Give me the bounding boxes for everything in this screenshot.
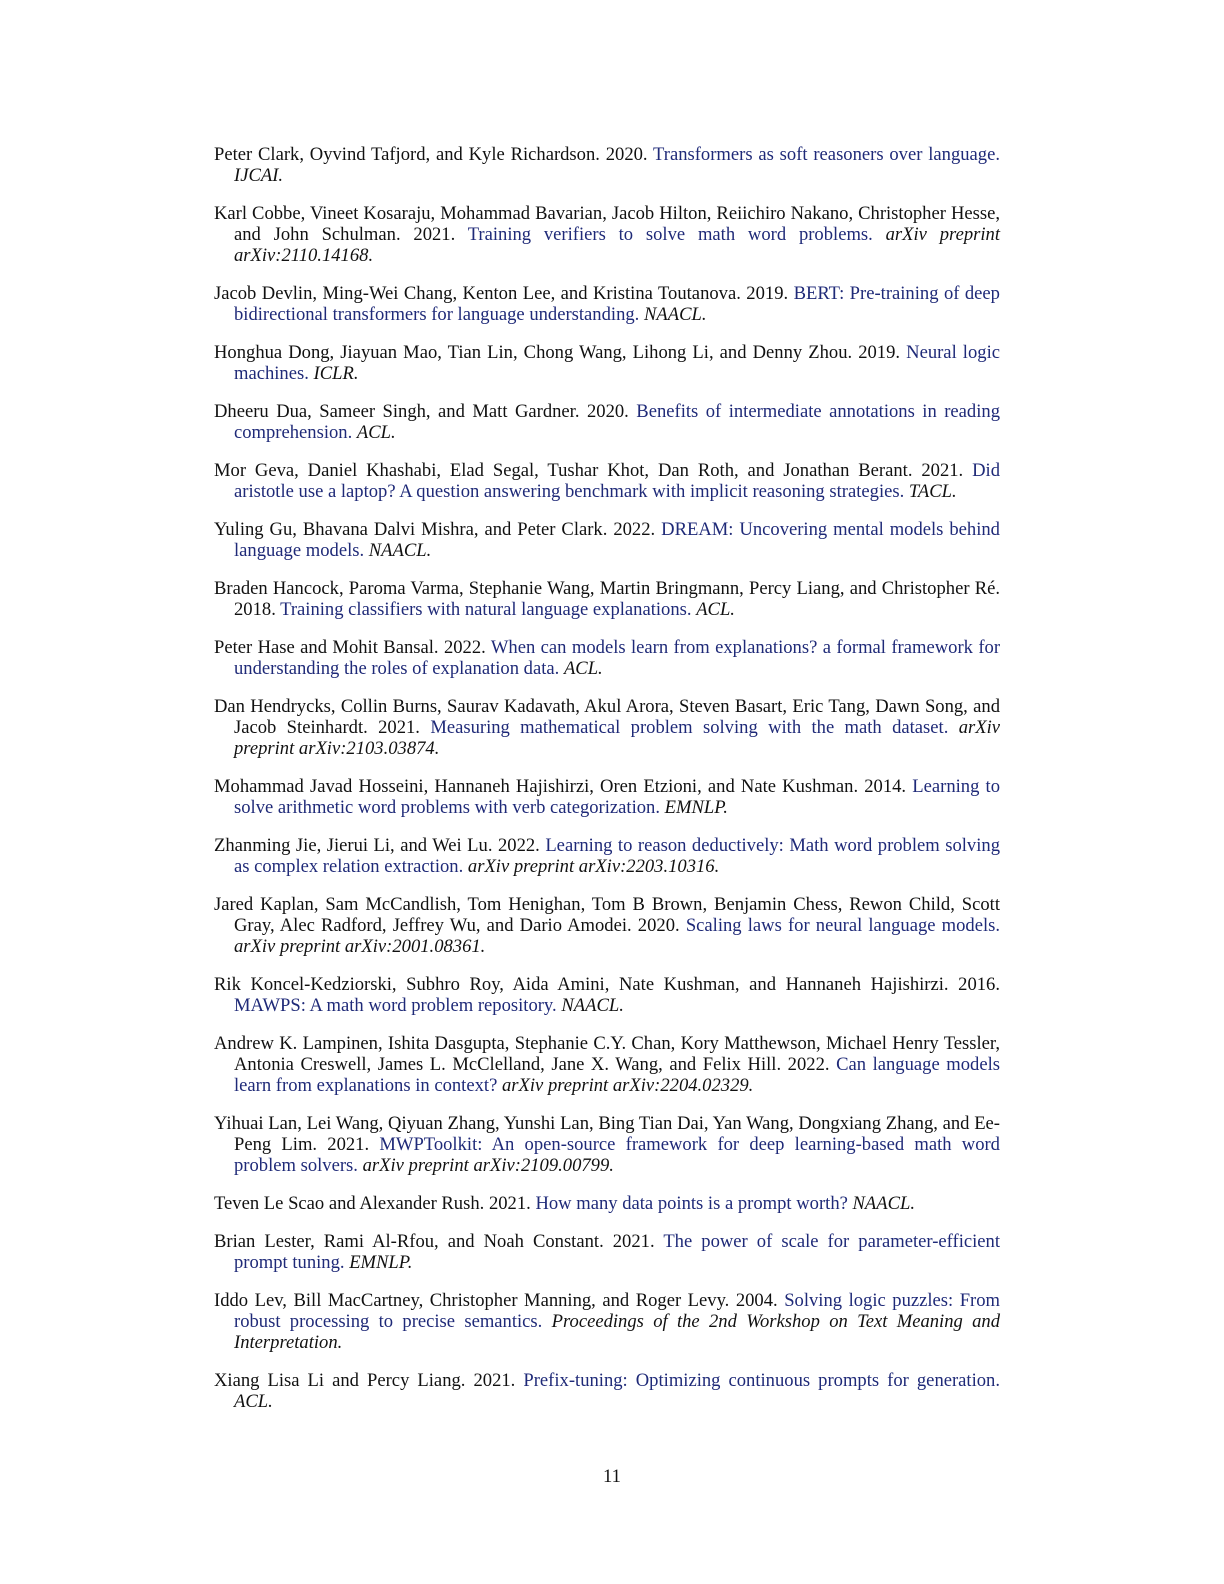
reference-authors: Jacob Devlin, Ming-Wei Chang, Kenton Lee, and Kristina Toutanova. 2019. xyxy=(214,283,789,304)
reference-venue: arXiv preprint arXiv:2001.08361. xyxy=(234,936,486,957)
reference-title-link[interactable]: Measuring mathematical problem solving with the math dataset. xyxy=(430,717,949,738)
reference-entry xyxy=(214,342,1000,384)
reference-venue: ACL. xyxy=(356,422,396,443)
reference-title-link[interactable]: How many data points is a prompt worth? xyxy=(535,1193,848,1214)
reference-venue: ACL. xyxy=(234,1391,273,1412)
reference-venue: arXiv preprint arXiv:2110.14168. xyxy=(234,224,1000,266)
reference-venue: arXiv preprint arXiv:2203.10316. xyxy=(467,856,720,877)
reference-authors: Xiang Lisa Li and Percy Liang. 2021. xyxy=(214,1370,516,1391)
reference-authors: Mohammad Javad Hosseini, Hannaneh Hajishirzi, Oren Etzioni, and Nate Kushman. 2014. xyxy=(214,776,907,797)
reference-entry xyxy=(214,283,1000,325)
reference-entry xyxy=(214,696,1000,759)
page-number: 11 xyxy=(603,1466,621,1487)
reference-authors: Yuling Gu, Bhavana Dalvi Mishra, and Peter Clark. 2022. xyxy=(214,519,656,540)
reference-venue: arXiv preprint arXiv:2204.02329. xyxy=(501,1075,754,1096)
reference-title-link[interactable]: BERT: Pre-training of deep bidirectional transformers for language understanding. xyxy=(234,283,1000,325)
reference-venue: NAACL. xyxy=(561,995,624,1016)
reference-authors: Peter Clark, Oyvind Tafjord, and Kyle Richardson. 2020. xyxy=(214,144,648,165)
reference-authors: Mor Geva, Daniel Khashabi, Elad Segal, Tushar Khot, Dan Roth, and Jonathan Berant. 2021. xyxy=(214,460,964,481)
reference-venue: IJCAI. xyxy=(234,165,284,186)
reference-authors: Jared Kaplan, Sam McCandlish, Tom Henighan, Tom B Brown, Benjamin Chess, Rewon Child, Scott Gray, Alec Radford, Jeffrey Wu, and Dario Amodei. 2020. xyxy=(214,894,1000,936)
reference-authors: Brian Lester, Rami Al-Rfou, and Noah Constant. 2021. xyxy=(214,1231,655,1252)
reference-title-link[interactable]: When can models learn from explanations? a formal framework for understanding the roles of explanation data. xyxy=(234,637,1001,679)
reference-entry xyxy=(214,1033,1000,1096)
reference-title-link[interactable]: Training classifiers with natural language explanations. xyxy=(280,599,692,620)
reference-title-link[interactable]: Scaling laws for neural language models. xyxy=(685,915,1000,936)
reference-title-link[interactable]: The power of scale for parameter-efficient prompt tuning. xyxy=(234,1231,1001,1273)
reference-entry xyxy=(214,1193,1000,1214)
reference-title-link[interactable]: Benefits of intermediate annotations in reading comprehension. xyxy=(234,401,1000,443)
reference-entry xyxy=(214,519,1000,561)
reference-title-link[interactable]: Prefix-tuning: Optimizing continuous prompts for generation. xyxy=(523,1370,1001,1391)
reference-venue: EMNLP. xyxy=(664,797,728,818)
reference-authors: Peter Hase and Mohit Bansal. 2022. xyxy=(214,637,486,658)
reference-authors: Andrew K. Lampinen, Ishita Dasgupta, Stephanie C.Y. Chan, Kory Matthewson, Michael Henry Tessler, Antonia Creswell, James L. McClelland, Jane X. Wang, and Felix Hill. 2022. xyxy=(214,1033,1000,1075)
reference-venue: arXiv preprint arXiv:2109.00799. xyxy=(362,1155,614,1176)
reference-authors: Braden Hancock, Paroma Varma, Stephanie Wang, Martin Bringmann, Percy Liang, and Christopher Ré. 2018. xyxy=(214,578,1000,620)
reference-title-link[interactable]: Transformers as soft reasoners over language. xyxy=(653,144,1000,165)
reference-title-link[interactable]: MWPToolkit: An open-source framework for deep learning-based math word problem solvers. xyxy=(234,1134,1000,1176)
reference-venue: arXiv preprint arXiv:2103.03874. xyxy=(234,717,1001,759)
reference-authors: Iddo Lev, Bill MacCartney, Christopher Manning, and Roger Levy. 2004. xyxy=(214,1290,778,1311)
reference-title-link[interactable]: Solving logic puzzles: From robust processing to precise semantics. xyxy=(234,1290,1001,1332)
reference-entry xyxy=(214,144,1000,186)
reference-entry xyxy=(214,460,1000,502)
reference-title-link[interactable]: Can language models learn from explanations in context? xyxy=(234,1054,1000,1096)
reference-authors: Zhanming Jie, Jierui Li, and Wei Lu. 2022. xyxy=(214,835,540,856)
reference-venue: NAACL. xyxy=(368,540,432,561)
reference-title-link[interactable]: Did aristotle use a laptop? A question answering benchmark with implicit reasoning strategies. xyxy=(234,460,1000,502)
reference-entry xyxy=(214,401,1000,443)
reference-entry xyxy=(214,835,1000,877)
reference-entry xyxy=(214,894,1000,957)
reference-entry xyxy=(214,578,1000,620)
reference-entry xyxy=(214,1370,1000,1412)
reference-venue: TACL. xyxy=(908,481,957,502)
reference-entry xyxy=(214,776,1000,818)
reference-authors: Teven Le Scao and Alexander Rush. 2021. xyxy=(214,1193,531,1214)
reference-entry xyxy=(214,1231,1000,1273)
reference-entry xyxy=(214,637,1000,679)
reference-title-link[interactable]: Learning to reason deductively: Math word problem solving as complex relation extraction. xyxy=(234,835,1000,877)
reference-title-link[interactable]: Training verifiers to solve math word problems. xyxy=(467,224,873,245)
reference-venue: NAACL. xyxy=(852,1193,916,1214)
reference-authors: Dan Hendrycks, Collin Burns, Saurav Kadavath, Akul Arora, Steven Basart, Eric Tang, Dawn Song, and Jacob Steinhardt. 2021. xyxy=(214,696,1000,738)
reference-entry xyxy=(214,974,1000,1016)
reference-authors: Rik Koncel-Kedziorski, Subhro Roy, Aida Amini, Nate Kushman, and Hannaneh Hajishirzi. 2016. xyxy=(214,974,1000,995)
reference-list xyxy=(214,144,1000,1429)
reference-title-link[interactable]: MAWPS: A math word problem repository. xyxy=(234,995,557,1016)
reference-venue: NAACL. xyxy=(643,304,707,325)
reference-venue: ACL. xyxy=(696,599,735,620)
reference-entry xyxy=(214,203,1000,266)
reference-title-link[interactable]: DREAM: Uncovering mental models behind language models. xyxy=(234,519,1000,561)
reference-authors: Yihuai Lan, Lei Wang, Qiyuan Zhang, Yunshi Lan, Bing Tian Dai, Yan Wang, Dongxiang Zhang, and Ee-Peng Lim. 2021. xyxy=(214,1113,1000,1155)
reference-authors: Dheeru Dua, Sameer Singh, and Matt Gardner. 2020. xyxy=(214,401,629,422)
reference-venue: Proceedings of the 2nd Workshop on Text Meaning and Interpretation. xyxy=(234,1311,1000,1353)
reference-venue: ICLR. xyxy=(313,363,359,384)
reference-venue: EMNLP. xyxy=(349,1252,413,1273)
reference-title-link[interactable]: Neural logic machines. xyxy=(234,342,1000,384)
reference-venue: ACL. xyxy=(563,658,603,679)
reference-entry xyxy=(214,1113,1000,1176)
reference-authors: Karl Cobbe, Vineet Kosaraju, Mohammad Bavarian, Jacob Hilton, Reiichiro Nakano, Christopher Hesse, and John Schulman. 2021. xyxy=(214,203,1000,245)
reference-authors: Honghua Dong, Jiayuan Mao, Tian Lin, Chong Wang, Lihong Li, and Denny Zhou. 2019. xyxy=(214,342,901,363)
reference-entry xyxy=(214,1290,1000,1353)
reference-title-link[interactable]: Learning to solve arithmetic word problems with verb categorization. xyxy=(234,776,1001,818)
